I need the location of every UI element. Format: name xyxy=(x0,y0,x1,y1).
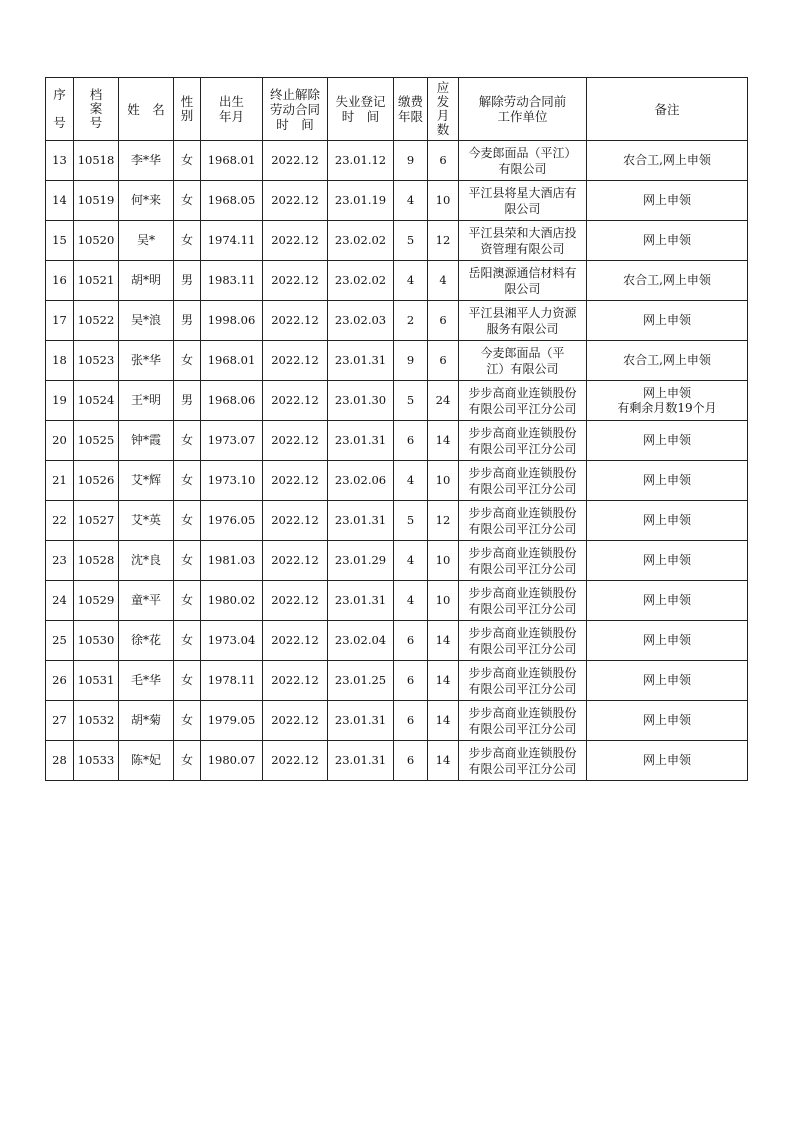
cell-unit xyxy=(459,661,587,701)
cell-remark xyxy=(587,701,748,741)
cell-unit xyxy=(459,181,587,221)
cell-register: 23.01.12 xyxy=(328,141,394,181)
cell-register: 23.01.19 xyxy=(328,181,394,221)
cell-unit-line: 有限公司平江分公司 xyxy=(468,561,577,576)
cell-gender: 男 xyxy=(174,381,201,421)
cell-gender: 女 xyxy=(174,581,201,621)
cell-birth: 1981.03 xyxy=(201,541,263,581)
header-gender xyxy=(174,78,201,141)
header-remark-text: 备注 xyxy=(654,101,680,117)
cell-unit-line: 今麦郎面品（平 xyxy=(480,345,565,360)
cell-birth: 1973.04 xyxy=(201,621,263,661)
cell-file-no: 10525 xyxy=(74,421,119,461)
header-months-line: 月 xyxy=(436,108,450,123)
cell-register: 23.02.02 xyxy=(328,261,394,301)
cell-name: 童*平 xyxy=(119,581,174,621)
cell-unit xyxy=(459,621,587,661)
cell-years: 5 xyxy=(394,501,428,541)
cell-file-no: 10520 xyxy=(74,221,119,261)
cell-unit xyxy=(459,261,587,301)
cell-years: 4 xyxy=(394,181,428,221)
cell-unit-line: 有限公司平江分公司 xyxy=(468,481,577,496)
cell-birth: 1973.10 xyxy=(201,461,263,501)
cell-seq: 25 xyxy=(46,621,74,661)
cell-unit-line: 步步高商业连锁股份 xyxy=(468,625,577,640)
cell-years: 5 xyxy=(394,221,428,261)
cell-years: 4 xyxy=(394,541,428,581)
cell-file-no: 10524 xyxy=(74,381,119,421)
table-row xyxy=(46,621,748,661)
cell-unit xyxy=(459,221,587,261)
cell-remark-line: 网上申领 xyxy=(642,593,691,607)
cell-register: 23.01.29 xyxy=(328,541,394,581)
table-row xyxy=(46,501,748,541)
cell-name: 何*来 xyxy=(119,181,174,221)
header-months-line: 数 xyxy=(436,122,450,137)
cell-birth: 1974.11 xyxy=(201,221,263,261)
header-seq xyxy=(46,78,74,141)
cell-unit-line: 有限公司平江分公司 xyxy=(468,601,577,616)
cell-gender: 女 xyxy=(174,621,201,661)
cell-name: 钟*霞 xyxy=(119,421,174,461)
table-row xyxy=(46,541,748,581)
table-row xyxy=(46,141,748,181)
cell-birth: 1968.05 xyxy=(201,181,263,221)
cell-terminate: 2022.12 xyxy=(263,221,328,261)
cell-gender: 女 xyxy=(174,661,201,701)
header-birth xyxy=(201,78,263,141)
header-birth-line: 年月 xyxy=(218,109,244,124)
cell-terminate: 2022.12 xyxy=(263,621,328,661)
cell-unit-line: 平江县湘平人力资源 xyxy=(468,305,577,320)
cell-months: 14 xyxy=(428,621,459,661)
cell-months: 12 xyxy=(428,221,459,261)
cell-register: 23.01.30 xyxy=(328,381,394,421)
cell-file-no: 10529 xyxy=(74,581,119,621)
cell-unit-line: 有限公司平江分公司 xyxy=(468,401,577,416)
cell-register: 23.02.06 xyxy=(328,461,394,501)
cell-terminate: 2022.12 xyxy=(263,501,328,541)
cell-unit-line: 有限公司平江分公司 xyxy=(468,641,577,656)
cell-gender: 女 xyxy=(174,501,201,541)
cell-register: 23.01.25 xyxy=(328,661,394,701)
cell-unit xyxy=(459,701,587,741)
header-register xyxy=(328,78,394,141)
cell-months: 14 xyxy=(428,741,459,781)
cell-terminate: 2022.12 xyxy=(263,661,328,701)
header-years-line: 年限 xyxy=(397,109,423,124)
cell-unit-line: 步步高商业连锁股份 xyxy=(468,385,577,400)
cell-birth: 1968.06 xyxy=(201,381,263,421)
cell-unit-line: 资管理有限公司 xyxy=(480,241,565,256)
cell-years: 4 xyxy=(394,581,428,621)
cell-name: 毛*华 xyxy=(119,661,174,701)
cell-name: 艾*辉 xyxy=(119,461,174,501)
cell-remark xyxy=(587,181,748,221)
cell-name: 徐*花 xyxy=(119,621,174,661)
header-file-no xyxy=(74,78,119,141)
cell-remark-line: 网上申领 xyxy=(642,433,691,447)
cell-name: 沈*良 xyxy=(119,541,174,581)
cell-remark xyxy=(587,381,748,421)
header-years xyxy=(394,78,428,141)
table-body xyxy=(46,141,748,781)
cell-birth: 1998.06 xyxy=(201,301,263,341)
cell-remark-line: 网上申领 xyxy=(642,673,691,687)
table-row xyxy=(46,341,748,381)
cell-remark xyxy=(587,541,748,581)
cell-remark xyxy=(587,621,748,661)
cell-register: 23.01.31 xyxy=(328,501,394,541)
cell-name: 陈*妃 xyxy=(119,741,174,781)
cell-terminate: 2022.12 xyxy=(263,701,328,741)
cell-birth: 1980.07 xyxy=(201,741,263,781)
cell-file-no: 10533 xyxy=(74,741,119,781)
table-row xyxy=(46,661,748,701)
cell-register: 23.02.02 xyxy=(328,221,394,261)
cell-terminate: 2022.12 xyxy=(263,541,328,581)
cell-years: 6 xyxy=(394,421,428,461)
cell-months: 10 xyxy=(428,541,459,581)
cell-remark xyxy=(587,141,748,181)
cell-unit-line: 有限公司平江分公司 xyxy=(468,721,577,736)
cell-unit-line: 步步高商业连锁股份 xyxy=(468,745,577,760)
cell-years: 5 xyxy=(394,381,428,421)
cell-months: 6 xyxy=(428,141,459,181)
cell-unit-line: 步步高商业连锁股份 xyxy=(468,585,577,600)
cell-remark xyxy=(587,421,748,461)
cell-seq: 13 xyxy=(46,141,74,181)
cell-terminate: 2022.12 xyxy=(263,141,328,181)
cell-months: 24 xyxy=(428,381,459,421)
cell-unit xyxy=(459,581,587,621)
cell-unit-line: 步步高商业连锁股份 xyxy=(468,665,577,680)
table-row xyxy=(46,461,748,501)
table-row xyxy=(46,221,748,261)
cell-unit-line: 有限公司平江分公司 xyxy=(468,761,577,776)
cell-seq: 28 xyxy=(46,741,74,781)
cell-file-no: 10532 xyxy=(74,701,119,741)
cell-seq: 14 xyxy=(46,181,74,221)
cell-remark xyxy=(587,661,748,701)
cell-birth: 1976.05 xyxy=(201,501,263,541)
header-unit-line: 解除劳动合同前 xyxy=(478,94,567,109)
cell-remark xyxy=(587,221,748,261)
cell-terminate: 2022.12 xyxy=(263,381,328,421)
cell-unit-line: 限公司 xyxy=(504,281,541,296)
header-terminate-line: 终止解除 xyxy=(269,86,320,102)
cell-gender: 男 xyxy=(174,261,201,301)
cell-unit-line: 步步高商业连锁股份 xyxy=(468,545,577,560)
header-register-line: 失业登记 xyxy=(335,94,386,109)
header-remark xyxy=(587,78,748,141)
cell-register: 23.02.03 xyxy=(328,301,394,341)
cell-seq: 20 xyxy=(46,421,74,461)
cell-seq: 21 xyxy=(46,461,74,501)
header-seq-line: 号 xyxy=(53,115,66,130)
cell-file-no: 10518 xyxy=(74,141,119,181)
header-unit-line: 工作单位 xyxy=(497,109,548,124)
cell-name: 王*明 xyxy=(119,381,174,421)
header-seq-line: 序 xyxy=(53,87,66,102)
cell-birth: 1968.01 xyxy=(201,341,263,381)
cell-years: 4 xyxy=(394,261,428,301)
cell-unit xyxy=(459,141,587,181)
header-terminate-line: 劳动合同 xyxy=(269,101,320,117)
table-row xyxy=(46,421,748,461)
cell-remark-line: 农合工,网上申领 xyxy=(623,273,711,287)
header-terminate-line: 时 间 xyxy=(276,116,314,132)
table-row xyxy=(46,741,748,781)
cell-name: 胡*明 xyxy=(119,261,174,301)
cell-months: 4 xyxy=(428,261,459,301)
cell-register: 23.01.31 xyxy=(328,421,394,461)
cell-unit xyxy=(459,301,587,341)
header-register-line: 时 间 xyxy=(341,109,380,124)
header-file-no-line: 案 xyxy=(89,101,103,116)
cell-years: 6 xyxy=(394,661,428,701)
cell-months: 10 xyxy=(428,181,459,221)
cell-name: 胡*菊 xyxy=(119,701,174,741)
table-row xyxy=(46,301,748,341)
cell-gender: 女 xyxy=(174,541,201,581)
cell-remark xyxy=(587,461,748,501)
header-gender-line: 性 xyxy=(180,94,194,109)
header-row xyxy=(46,78,748,141)
cell-years: 9 xyxy=(394,341,428,381)
cell-remark-line: 网上申领 xyxy=(642,753,691,767)
cell-birth: 1983.11 xyxy=(201,261,263,301)
cell-months: 10 xyxy=(428,581,459,621)
cell-seq: 26 xyxy=(46,661,74,701)
cell-terminate: 2022.12 xyxy=(263,301,328,341)
cell-unit-line: 有限公司 xyxy=(498,161,547,176)
cell-months: 14 xyxy=(428,421,459,461)
table-row xyxy=(46,261,748,301)
cell-remark-line: 网上申领 xyxy=(642,553,691,567)
table-row xyxy=(46,581,748,621)
cell-seq: 23 xyxy=(46,541,74,581)
cell-remark-line: 网上申领 xyxy=(642,513,691,527)
cell-remark-line: 网上申领 xyxy=(642,313,691,327)
cell-months: 10 xyxy=(428,461,459,501)
header-unit xyxy=(459,78,587,141)
cell-remark-line: 网上申领 xyxy=(642,385,691,400)
cell-birth: 1973.07 xyxy=(201,421,263,461)
cell-unit xyxy=(459,541,587,581)
cell-unit-line: 江）有限公司 xyxy=(486,361,559,376)
cell-file-no: 10522 xyxy=(74,301,119,341)
cell-years: 2 xyxy=(394,301,428,341)
cell-unit-line: 有限公司平江分公司 xyxy=(468,441,577,456)
cell-seq: 18 xyxy=(46,341,74,381)
cell-gender: 女 xyxy=(174,741,201,781)
cell-gender: 男 xyxy=(174,301,201,341)
header-name-text: 姓 名 xyxy=(127,101,165,117)
header-months-line: 应 xyxy=(436,80,450,95)
cell-months: 6 xyxy=(428,301,459,341)
cell-terminate: 2022.12 xyxy=(263,741,328,781)
cell-birth: 1979.05 xyxy=(201,701,263,741)
header-terminate xyxy=(263,78,328,141)
cell-file-no: 10521 xyxy=(74,261,119,301)
cell-terminate: 2022.12 xyxy=(263,421,328,461)
cell-birth: 1968.01 xyxy=(201,141,263,181)
cell-register: 23.01.31 xyxy=(328,581,394,621)
cell-remark-line: 网上申领 xyxy=(642,233,691,247)
cell-unit xyxy=(459,421,587,461)
header-name xyxy=(119,78,174,141)
cell-register: 23.01.31 xyxy=(328,741,394,781)
cell-register: 23.01.31 xyxy=(328,701,394,741)
header-file-no-line: 号 xyxy=(89,115,103,130)
cell-unit-line: 服务有限公司 xyxy=(486,321,559,336)
cell-months: 14 xyxy=(428,661,459,701)
cell-unit-line: 步步高商业连锁股份 xyxy=(468,465,577,480)
cell-remark xyxy=(587,261,748,301)
cell-remark xyxy=(587,581,748,621)
cell-remark-line: 网上申领 xyxy=(642,193,691,207)
table-header xyxy=(46,78,748,141)
cell-terminate: 2022.12 xyxy=(263,461,328,501)
cell-years: 6 xyxy=(394,741,428,781)
cell-remark-line: 农合工,网上申领 xyxy=(623,353,711,367)
cell-terminate: 2022.12 xyxy=(263,261,328,301)
cell-remark-line: 农合工,网上申领 xyxy=(623,153,711,167)
cell-name: 吴* xyxy=(119,221,174,261)
cell-remark xyxy=(587,501,748,541)
cell-file-no: 10527 xyxy=(74,501,119,541)
cell-remark-line: 网上申领 xyxy=(642,713,691,727)
cell-remark-line: 网上申领 xyxy=(642,473,691,487)
cell-gender: 女 xyxy=(174,461,201,501)
cell-terminate: 2022.12 xyxy=(263,341,328,381)
cell-gender: 女 xyxy=(174,701,201,741)
cell-name: 张*华 xyxy=(119,341,174,381)
cell-name: 艾*英 xyxy=(119,501,174,541)
cell-register: 23.01.31 xyxy=(328,341,394,381)
cell-register: 23.02.04 xyxy=(328,621,394,661)
cell-seq: 27 xyxy=(46,701,74,741)
cell-birth: 1980.02 xyxy=(201,581,263,621)
cell-unit xyxy=(459,461,587,501)
cell-unit-line: 限公司 xyxy=(504,201,541,216)
header-years-line: 缴费 xyxy=(397,94,423,109)
cell-unit xyxy=(459,501,587,541)
cell-gender: 女 xyxy=(174,181,201,221)
unemployment-benefit-table xyxy=(45,77,748,781)
cell-birth: 1978.11 xyxy=(201,661,263,701)
cell-remark-line: 网上申领 xyxy=(642,633,691,647)
cell-seq: 22 xyxy=(46,501,74,541)
cell-file-no: 10528 xyxy=(74,541,119,581)
cell-years: 6 xyxy=(394,621,428,661)
cell-unit xyxy=(459,741,587,781)
header-birth-line: 出生 xyxy=(218,94,244,109)
cell-name: 吴*浪 xyxy=(119,301,174,341)
cell-file-no: 10519 xyxy=(74,181,119,221)
header-gender-line: 别 xyxy=(180,108,194,123)
cell-unit-line: 今麦郎面品（平江） xyxy=(468,145,577,160)
cell-file-no: 10531 xyxy=(74,661,119,701)
cell-gender: 女 xyxy=(174,221,201,261)
cell-months: 14 xyxy=(428,701,459,741)
header-file-no-line: 档 xyxy=(89,87,103,102)
cell-remark xyxy=(587,301,748,341)
cell-remark-line: 有剩余月数19个月 xyxy=(617,400,717,415)
cell-unit xyxy=(459,341,587,381)
table-row xyxy=(46,701,748,741)
cell-seq: 17 xyxy=(46,301,74,341)
cell-gender: 女 xyxy=(174,141,201,181)
cell-name: 李*华 xyxy=(119,141,174,181)
cell-file-no: 10526 xyxy=(74,461,119,501)
header-months xyxy=(428,78,459,141)
cell-unit-line: 岳阳澳源通信材料有 xyxy=(468,265,577,280)
header-months-line: 发 xyxy=(436,94,450,109)
cell-unit-line: 步步高商业连锁股份 xyxy=(468,505,577,520)
cell-years: 4 xyxy=(394,461,428,501)
cell-file-no: 10530 xyxy=(74,621,119,661)
cell-gender: 女 xyxy=(174,341,201,381)
cell-unit xyxy=(459,381,587,421)
table-row xyxy=(46,381,748,421)
cell-unit-line: 有限公司平江分公司 xyxy=(468,521,577,536)
cell-months: 12 xyxy=(428,501,459,541)
cell-gender: 女 xyxy=(174,421,201,461)
cell-unit-line: 平江县将星大酒店有 xyxy=(468,185,577,200)
cell-seq: 19 xyxy=(46,381,74,421)
cell-seq: 15 xyxy=(46,221,74,261)
cell-unit-line: 有限公司平江分公司 xyxy=(468,681,577,696)
cell-unit-line: 步步高商业连锁股份 xyxy=(468,705,577,720)
cell-remark xyxy=(587,341,748,381)
cell-years: 9 xyxy=(394,141,428,181)
cell-unit-line: 步步高商业连锁股份 xyxy=(468,425,577,440)
cell-terminate: 2022.12 xyxy=(263,581,328,621)
cell-months: 6 xyxy=(428,341,459,381)
cell-unit-line: 平江县荣和大酒店投 xyxy=(468,225,577,240)
cell-terminate: 2022.12 xyxy=(263,181,328,221)
cell-file-no: 10523 xyxy=(74,341,119,381)
table-row xyxy=(46,181,748,221)
cell-years: 6 xyxy=(394,701,428,741)
cell-seq: 24 xyxy=(46,581,74,621)
cell-remark xyxy=(587,741,748,781)
cell-seq: 16 xyxy=(46,261,74,301)
